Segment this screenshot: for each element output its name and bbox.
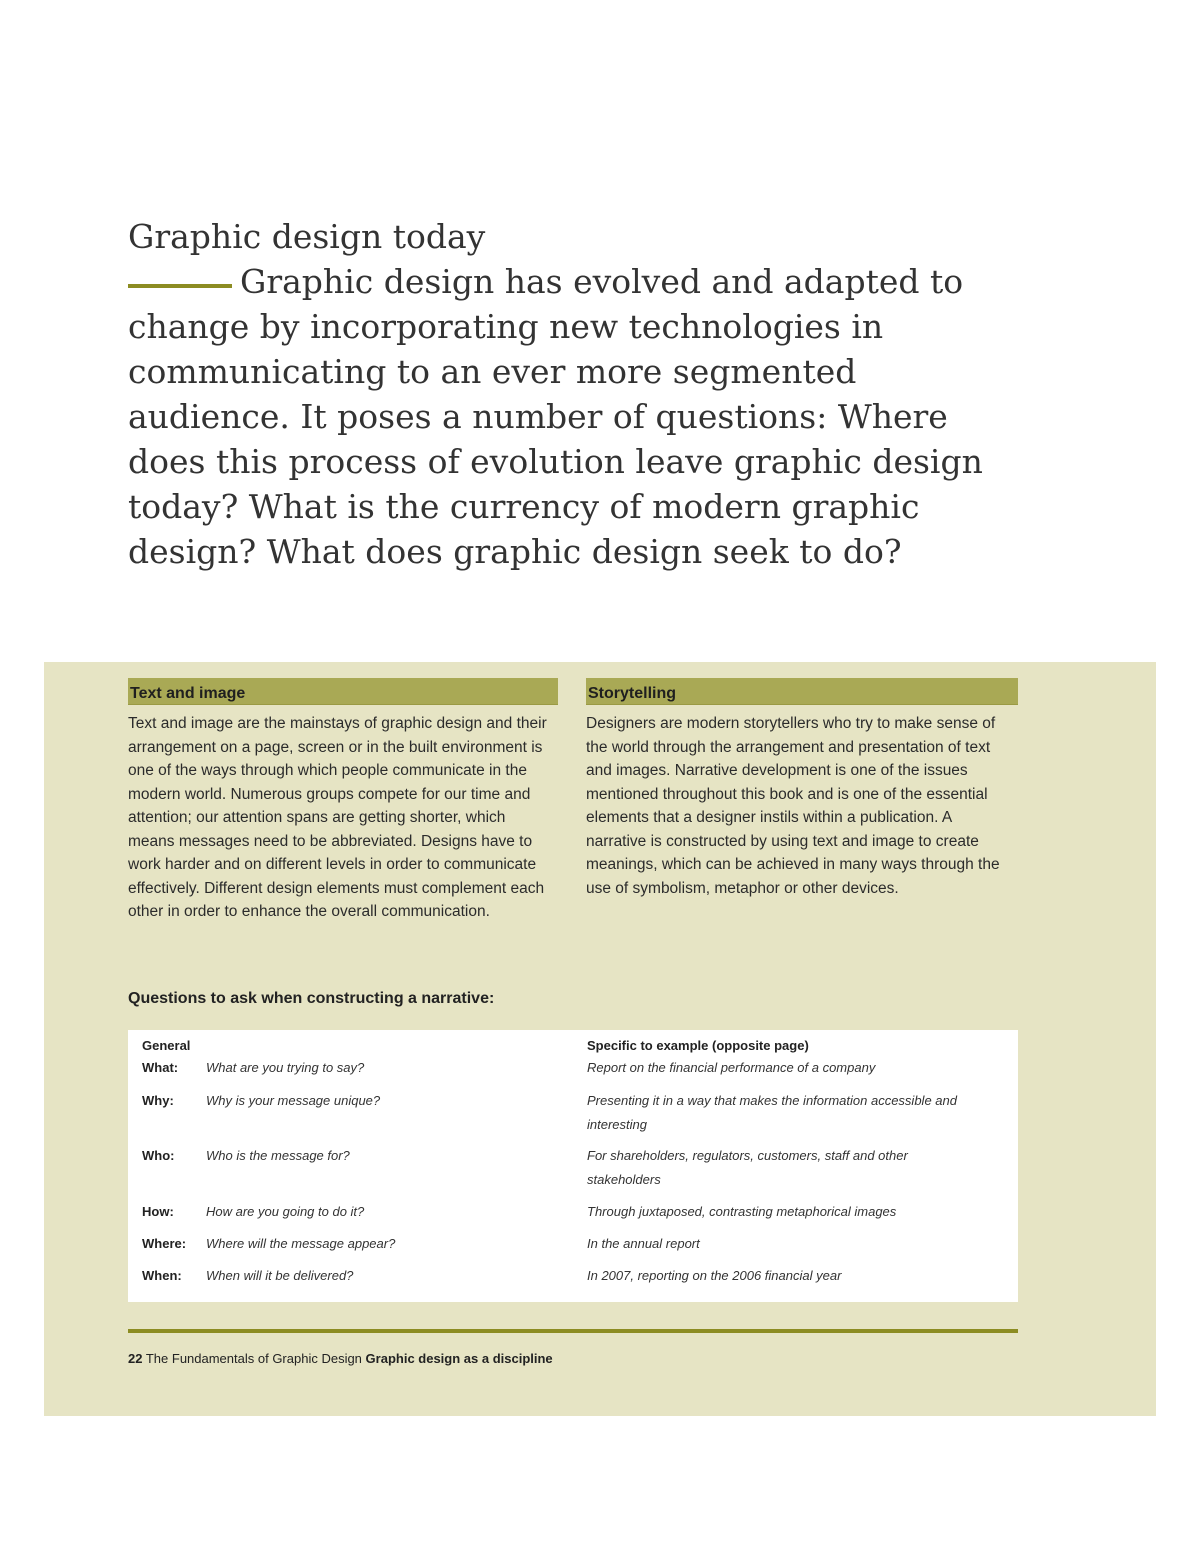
row-question: When will it be delivered? — [206, 1268, 354, 1283]
column-body: Text and image are the mainstays of graphic design and their arrangement on a page, screen or in the built environment is one of the ways through which people communicate in the modern world. Numerous groups compete for our time and attention; our attention spans are getting shorter, which means messages need to be abbreviated. Designs have to work harder and on different levels in order to communicate effectively. Different design elements must complement each other in order to enhance the overall communication. — [128, 715, 547, 920]
row-question: What are you trying to say? — [206, 1060, 365, 1075]
page-footer — [128, 1351, 553, 1366]
column-storytelling — [586, 678, 1016, 900]
intro-accent-rule — [128, 284, 232, 288]
questions-table — [128, 1030, 1018, 1302]
content-panel — [44, 662, 1156, 1416]
row-question: How are you going to do it? — [206, 1204, 365, 1219]
intro-block — [128, 214, 1028, 574]
row-answer: Presenting it in a way that makes the information accessible and interesting — [587, 1093, 957, 1132]
column-heading: Storytelling — [586, 678, 1018, 705]
book-title: The Fundamentals of Graphic Design — [145, 1351, 362, 1366]
column-body: Designers are modern storytellers who try to make sense of the world through the arrangement and presentation of text and images. Narrative development is one of the issues mentioned throughout this book and is one of the essential elements that a designer instils within a publication. A narrative is constructed by using text and image to create meanings, which can be achieved in many ways through the use of symbolism, metaphor or other devices. — [586, 715, 1000, 897]
page-number: 22 — [128, 1351, 143, 1366]
footer-rule — [128, 1329, 1018, 1333]
questions-heading: Questions to ask when constructing a narrative: — [128, 990, 495, 1007]
table-header-general: General — [142, 1038, 191, 1053]
row-answer: Through juxtaposed, contrasting metaphorical images — [587, 1204, 897, 1219]
row-key: Who: — [142, 1148, 175, 1163]
column-heading: Text and image — [128, 678, 558, 705]
intro-title: Graphic design today — [128, 217, 486, 256]
table-header-specific: Specific to example (opposite page) — [587, 1038, 809, 1053]
row-question: Why is your message unique? — [206, 1093, 381, 1108]
column-text-and-image — [128, 678, 558, 924]
row-key: How: — [142, 1204, 174, 1219]
row-answer: In 2007, reporting on the 2006 financial year — [587, 1268, 842, 1283]
row-answer: Report on the financial performance of a company — [587, 1060, 876, 1075]
row-answer: For shareholders, regulators, customers, staff and other stakeholders — [587, 1148, 908, 1187]
row-key: What: — [142, 1060, 179, 1075]
row-answer: In the annual report — [587, 1236, 700, 1251]
row-key: Why: — [142, 1093, 174, 1108]
intro-body-text: Graphic design has evolved and adapted to change by incorporating new technologies in communicating to an ever more segmented audience. It poses a number of questions: Where does this process of evolution leave graphic design today? What is the currency of modern graphic design? What does graphic design seek to do? — [128, 262, 983, 571]
row-key: Where: — [142, 1236, 187, 1251]
intro-body — [128, 259, 1028, 574]
row-key: When: — [142, 1268, 182, 1283]
row-question: Where will the message appear? — [206, 1236, 396, 1251]
row-question: Who is the message for? — [206, 1148, 350, 1163]
section-title: Graphic design as a discipline — [365, 1351, 553, 1366]
